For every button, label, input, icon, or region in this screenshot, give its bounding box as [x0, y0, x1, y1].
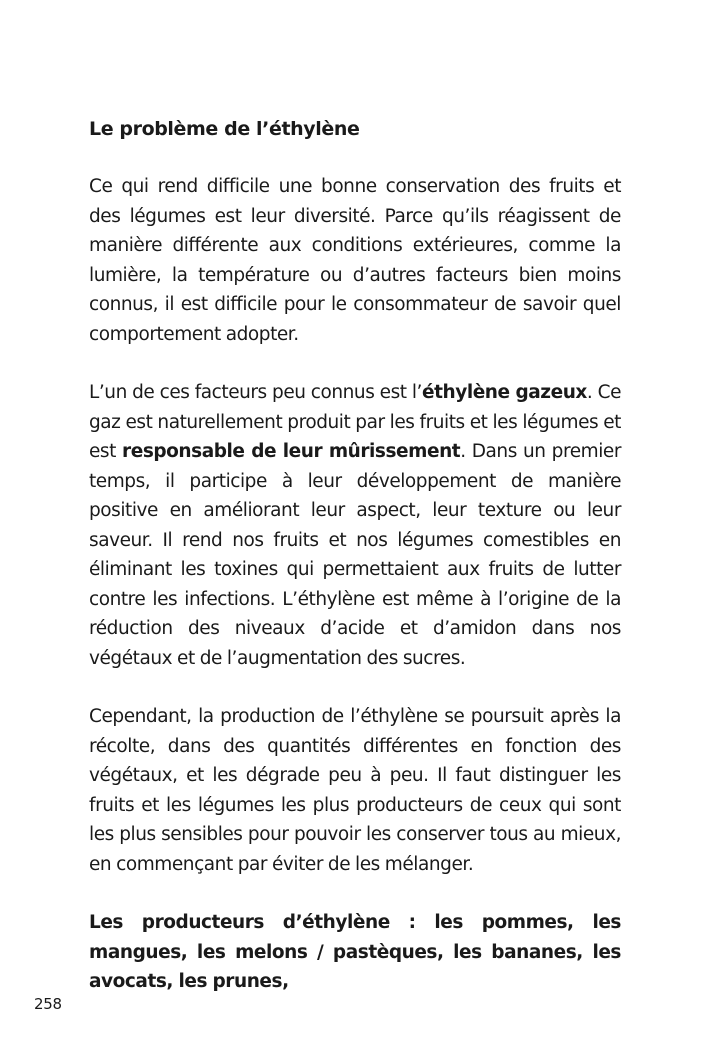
paragraph-producers: Les producteurs d’éthylène : les pommes, les mangues, les melons / pastèques, les bananes, les avocats, les prunes, — [89, 912, 621, 992]
paragraph-ethylene-text-1: L’un de ces facteurs peu connus est l’ — [89, 382, 422, 403]
paragraph-ethylene-text-3: . Dans un premier temps, il participe à leur développement de manière positive en améliorant leur aspect, leur texture ou leur saveur. Il rend nos fruits et nos légumes comestibles en éliminant les toxines qui permettaient aux fruits de lutter contre les infections. L’éthylène est même à l’origine de la réduction des niveaux d’acide et d’amidon dans nos végétaux et de l’augmentation des sucres. — [89, 441, 621, 669]
paragraph-production: Cependant, la production de l’éthylène se poursuit après la récolte, dans des quantités différentes en fonction des végétaux, et les dégrade peu à peu. Il faut distinguer les fruits et les légumes les plus producteurs de ceux qui sont les plus sensibles pour pouvoir les conserver tous au mieux, en commençant par éviter de les mélanger. — [89, 706, 621, 875]
emphasis-ripening: responsable de leur mûrissement — [122, 441, 461, 462]
emphasis-ethylene-gas: éthylène gazeux — [422, 382, 587, 403]
section-heading: Le problème de l’éthylène — [89, 118, 360, 140]
paragraph-ethylene-text-2: . Ce gaz est naturellement produit par les fruits et les légumes et est — [89, 382, 622, 462]
paragraph-diversity: Ce qui rend difficile une bonne conservation des fruits et des légumes est leur diversité. Parce qu’ils réagissent de manière différente aux conditions extérieures, comme la lumière, la température ou d’autres facteurs bien moins connus, il est difficile pour le consommateur de savoir quel comportement adopter. — [89, 176, 621, 345]
page-number: 258 — [34, 995, 62, 1013]
paragraph-ethylene — [89, 378, 621, 673]
page-content — [89, 114, 621, 997]
